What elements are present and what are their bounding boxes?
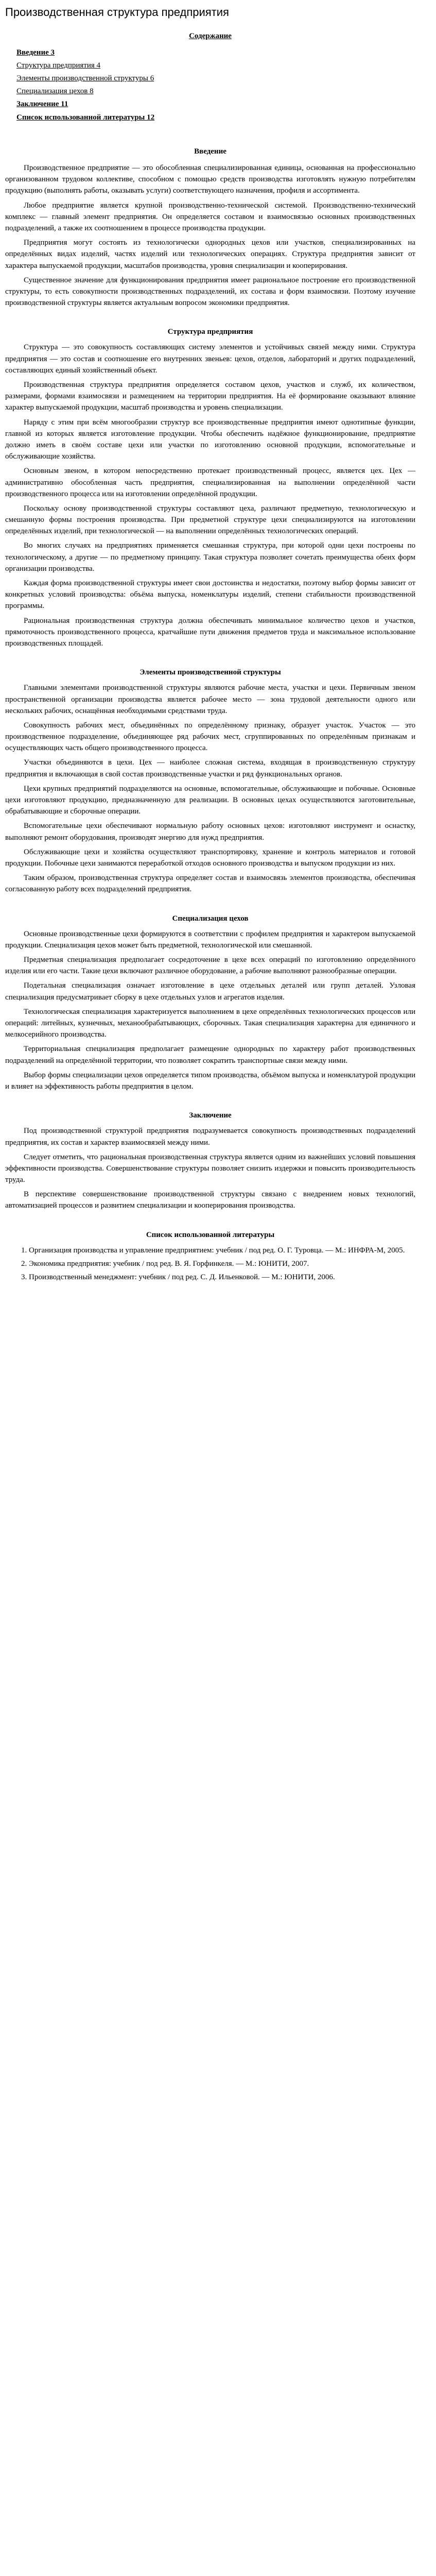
toc-heading: Содержание xyxy=(189,31,232,40)
specialization-paragraph: Основные производственные цехи формируются в соответствии с профилем предприятия и характером выпускаемой продукции. Специализация цехов может быть предметной, технологической или смешанной. xyxy=(5,929,415,950)
structure-paragraph: Во многих случаях на предприятиях применяется смешанная структура, при которой одни цехи построены по технологическому, а другие — по предметному принципу. Такая структура позволяет сочетать преимущества обеих форм организации производства. xyxy=(5,541,415,573)
specialization-paragraph: Выбор формы специализации цехов определяется типом производства, объёмом выпуска и номенклатурой продукции и влияет на эффективность работы предприятия в целом. xyxy=(5,1071,415,1091)
structure-paragraph: Каждая форма производственной структуры имеет свои достоинства и недостатки, поэтому выбор формы зависит от конкретных условий производства: объёма выпуска, номенклатуры изделий, степени стабильности производственной программы. xyxy=(5,579,415,611)
section-heading-elements: Элементы производственной структуры xyxy=(139,668,281,677)
specialization-paragraph: Подетальная специализация означает изготовление в цехе отдельных деталей или групп деталей. Узловая специализация предусматривает сборку в цехе отдельных узлов и агрегатов изделия. xyxy=(5,981,415,1002)
elements-paragraph: Главными элементами производственной структуры являются рабочие места, участки и цехи. Первичным звеном пространственной организации производства является рабочее место — зона трудовой деятельности одного или нескольких рабочих, оснащённая необходимыми средствами труда. xyxy=(5,684,415,715)
toc-link-conclusion[interactable]: Заключение 11 xyxy=(16,100,68,109)
elements-paragraph: Совокупность рабочих мест, объединённых по определённому признаку, образует участок. Участок — это производственное подразделение, объединяющее ряд рабочих мест, сгруппированных по определённым признакам и осуществляющих часть общего производственного процесса. xyxy=(5,721,415,753)
elements-paragraph: Участки объединяются в цехи. Цех — наиболее сложная система, входящая в производственную структуру предприятия и включающая в свой состав производственные участки и ряд функциональных органов. xyxy=(5,758,415,778)
toc-link-structure[interactable]: Структура предприятия 4 xyxy=(16,61,101,70)
toc-link-specialization[interactable]: Специализация цехов 8 xyxy=(16,87,94,96)
specialization-paragraph: Предметная специализация предполагает сосредоточение в цехе всех операций по изготовлению определённого изделия или его части. Такие цехи включают различное оборудование, а рабочие выполняют разнообразные операции. xyxy=(5,956,415,976)
toc-link-intro[interactable]: Введение 3 xyxy=(16,48,55,57)
intro-paragraph: Существенное значение для функционирования предприятия имеет рациональное построение его производственной структуры, то есть совокупности производственных подразделений, их состава и форм взаимосвязи. Поэтому изучение производственной структуры является актуальным вопросом экономики предприятия. xyxy=(5,276,415,308)
document-title: Производственная структура предприятия xyxy=(5,6,229,19)
intro-paragraph: Любое предприятие является крупной производственно-технической системой. Производственно-технический комплекс — главный элемент предприятия. Он определяется составом и взаимосвязью основных производственных подразделений, а также их соотношением в процессе производства продукции. xyxy=(5,201,415,232)
reference-item: 3. Производственный менеджмент: учебник / под ред. С. Д. Ильенковой. — М.: ЮНИТИ, 2006. xyxy=(29,1272,415,1283)
references-list xyxy=(5,1245,415,1283)
structure-paragraph: Структура — это совокупность составляющих систему элементов и устойчивых связей между ними. Структура предприятия — это состав и соотношение его внутренних звеньев: цехов, отделов, лабораторий и других подразделений, составляющих единый хозяйственный объект. xyxy=(5,343,415,375)
reference-item: 1. Организация производства и управление предприятием: учебник / под ред. О. Г. Туровца. — М.: ИНФРА-М, 2005. xyxy=(29,1245,415,1256)
intro-paragraph: Производственное предприятие — это обособленная специализированная единица, основанная на профессионально организованном трудовом коллективе, способном с помощью средств производства изготовлять нужную потребителям продукцию (выполнять работы, оказывать услуги) соответствующего назначения, профиля и ассортимента. xyxy=(5,164,415,195)
toc-link-elements[interactable]: Элементы производственной структуры 6 xyxy=(16,74,154,83)
conclusion-paragraph: Следует отметить, что рациональная производственная структура является одним из важнейших условий повышения эффективности производства. Совершенствование структуры позволяет снизить издержки и повысить производительность труда. xyxy=(5,1153,415,1184)
section-heading-references: Список использованной литературы xyxy=(146,1230,275,1239)
section-heading-intro: Введение xyxy=(194,147,226,156)
conclusion-paragraph: Под производственной структурой предприятия подразумевается совокупность производственных подразделений предприятия, их состав и характер взаимосвязей между ними. xyxy=(5,1127,415,1147)
section-heading-conclusion: Заключение xyxy=(189,1111,232,1120)
structure-paragraph: Поскольку основу производственной структуры составляют цеха, различают предметную, технологическую и смешанную формы построения производства. При предметной структуре цехи специализируются на изготовлении определённых изделий, при технологической — на выполнении определённых технологических операций. xyxy=(5,504,415,536)
intro-paragraph: Предприятия могут состоять из технологически однородных цехов или участков, специализированных на определённых видах изделий, частях изделий или технологических операциях. Структура предприятия зависит от характера выпускаемой продукции, масштабов производства, уровня специализации и кооперирования. xyxy=(5,239,415,270)
elements-paragraph: Цехи крупных предприятий подразделяются на основные, вспомогательные, обслуживающие и побочные. Основные цехи изготовляют продукцию, предназначенную для реализации. В основных цехах осуществляются заготовительные, обрабатывающие и сборочные операции. xyxy=(5,784,415,816)
reference-item: 2. Экономика предприятия: учебник / под ред. В. Я. Горфинкеля. — М.: ЮНИТИ, 2007. xyxy=(29,1258,415,1269)
elements-paragraph: Таким образом, производственная структура определяет состав и взаимосвязь элементов производства, обеспечивая согласованную работу всех подразделений предприятия. xyxy=(5,874,415,894)
section-heading-specialization: Специализация цехов xyxy=(172,914,249,923)
elements-paragraph: Обслуживающие цехи и хозяйства осуществляют транспортировку, хранение и контроль материалов и готовой продукции. Побочные цехи занимаются переработкой отходов основного производства и выпуском продукции из них. xyxy=(5,848,415,868)
structure-paragraph: Рациональная производственная структура должна обеспечивать минимальное количество цехов и участков, прямоточность производственного процесса, кратчайшие пути движения предметов труда и максимальное использование производственных площадей. xyxy=(5,616,415,648)
elements-paragraph: Вспомогательные цехи обеспечивают нормальную работу основных цехов: изготовляют инструмент и оснастку, выполняют ремонт оборудования, производят энергию для нужд предприятия. xyxy=(5,822,415,842)
section-heading-structure: Структура предприятия xyxy=(167,328,253,336)
table-of-contents xyxy=(5,30,415,123)
structure-paragraph: Производственная структура предприятия определяется составом цехов, участков и служб, их количеством, размерами, формами взаимосвязи и размещением на территории предприятия. На её формирование оказывают влияние характер выпускаемой продукции, масштаб производства и уровень специализации. xyxy=(5,381,415,412)
toc-link-references[interactable]: Список использованной литературы 12 xyxy=(16,113,155,122)
structure-paragraph: Наряду с этим при всём многообразии структур все производственные предприятия имеют однотипные функции, главной из которых является изготовление продукции. Чтобы обеспечить надёжное функционирование, предприятие должно иметь в своём составе цехи или участки по изготовлению основной продукции, вспомогательные и обслуживающие хозяйства. xyxy=(5,418,415,461)
conclusion-paragraph: В перспективе совершенствование производственной структуры связано с внедрением новых технологий, автоматизацией процессов и развитием специализации и кооперирования производства. xyxy=(5,1190,415,1210)
structure-paragraph: Основным звеном, в котором непосредственно протекает производственный процесс, является цех. Цех — административно обособленная часть предприятия, специализированная на выполнении определённой части производственного процесса или на изготовлении определённой продукции. xyxy=(5,467,415,498)
specialization-paragraph: Территориальная специализация предполагает размещение однородных по характеру работ производственных подразделений на определённой территории, что позволяет сократить транспортные связи между ними. xyxy=(5,1045,415,1065)
specialization-paragraph: Технологическая специализация характеризуется выполнением в цехе определённых технологических процессов или операций: литейных, кузнечных, механообрабатывающих, сборочных. Такая специализация характерна для единичного и мелкосерийного производства. xyxy=(5,1007,415,1039)
